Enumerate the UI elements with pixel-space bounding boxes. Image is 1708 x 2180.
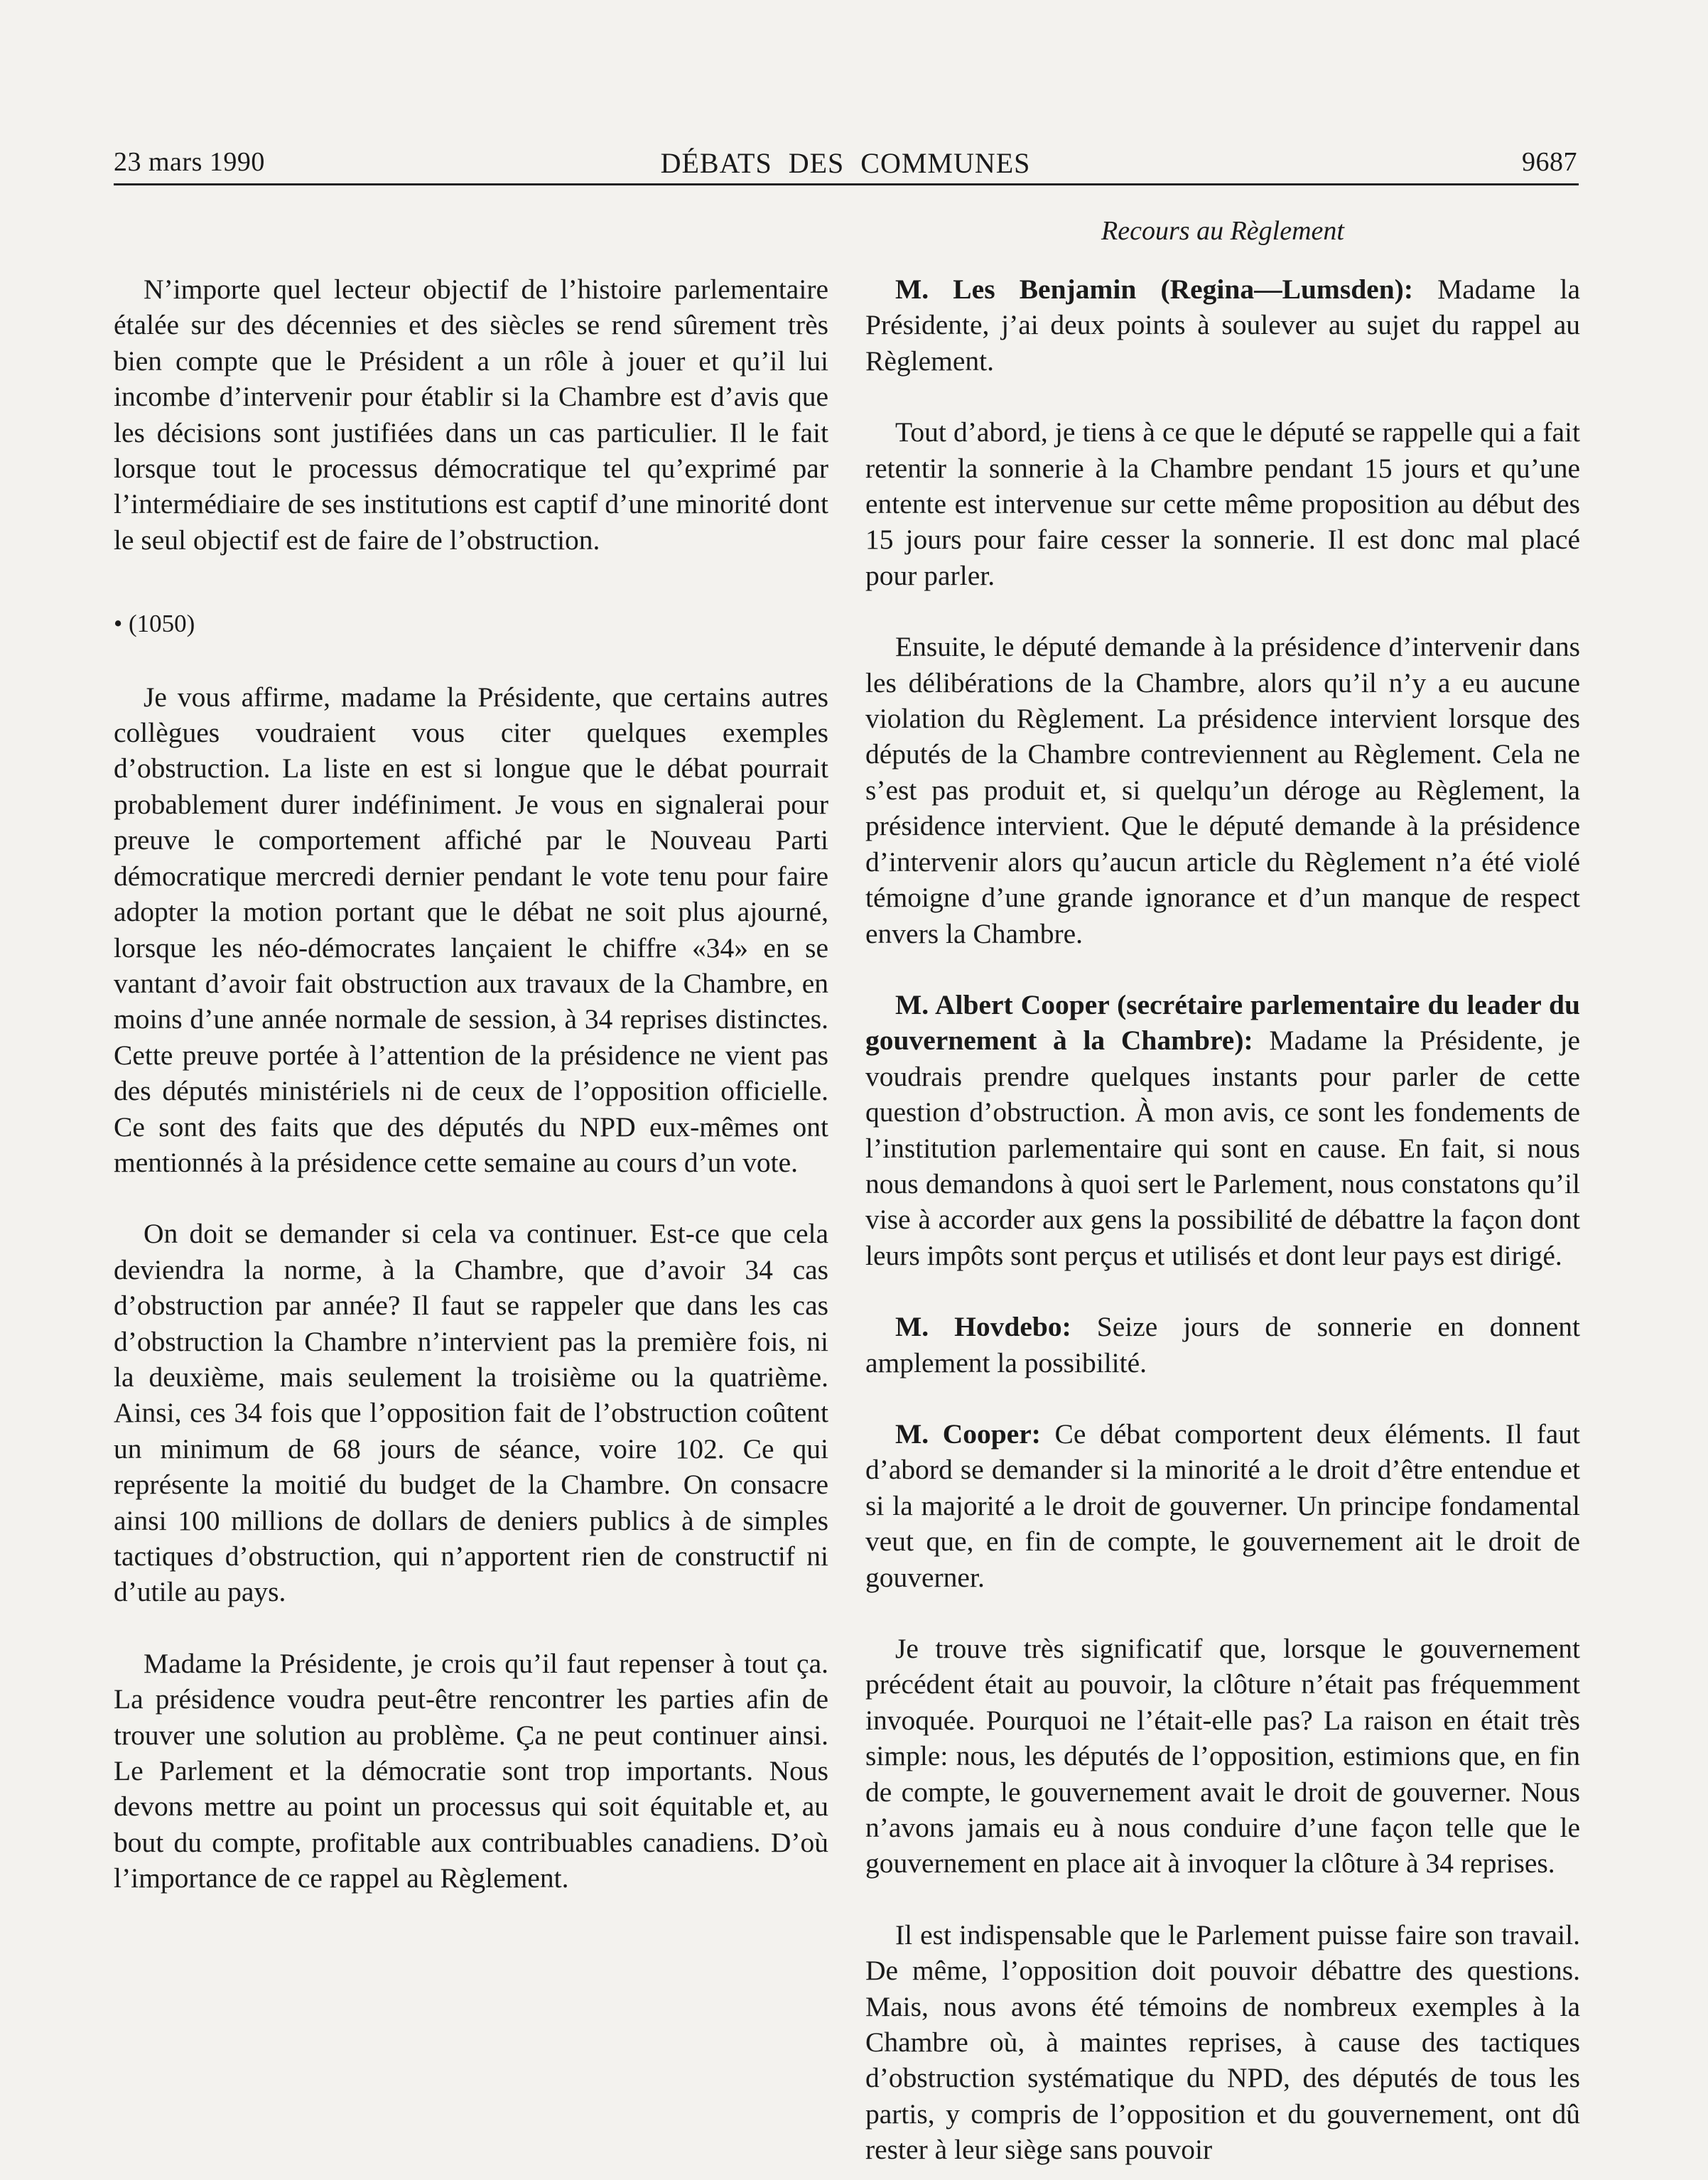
header-title: DÉBATS DES COMMUNES bbox=[660, 147, 1031, 179]
speaker-name: M. Albert Cooper (secrétaire parlementaire du leader du gouvernement à la Chambre): bbox=[865, 988, 1580, 1057]
speech bbox=[865, 1416, 1580, 1595]
paragraph: Madame la Présidente, je crois qu’il faut repenser à tout ça. La présidence voudra peut-être rencontrer les parties afin de trouver une solution au problème. Ça ne peut continuer ainsi. Le Parlement et la démocratie sont trop importants. Nous devons mettre au point un processus qui soit équitable et, au bout du compte, profitable aux contribuables canadiens. D’où l’importance de ce rappel au Règlement. bbox=[114, 1647, 828, 1894]
page-number: 9687 bbox=[1522, 147, 1577, 177]
speech-text: Madame la Présidente, je voudrais prendre quelques instants pour parler de cette question d’obstruction. À mon avis, ce sont les fondements de l’institution parlementaire qui sont en cause. En fait, si nous nous demandons à quoi sert le Parlement, nous constatons qu’il vise à accorder aux gens la possibilité de débattre la façon dont leurs impôts sont perçus et utilisés et dont leur pays est dirigé. bbox=[865, 1025, 1580, 1271]
speech-text: Ce débat comportent deux éléments. Il faut d’abord se demander si la minorité a le droit d’être entendue et si la majorité a le droit de gouverner. Un principe fondamental veut que, en fin de compte, le gouvernement ait le droit de gouverner. bbox=[865, 1418, 1580, 1593]
speaker-name: M. Hovdebo: bbox=[895, 1311, 1071, 1343]
paragraph: Il est indispensable que le Parlement puisse faire son travail. De même, l’opposition doit pouvoir débattre des questions. Mais, nous avons été témoins de nombreux exemples à la Chambre où, à maintes reprises, à cause des tactiques d’obstruction systématique du NPD, des députés de tous les partis, y compris de l’opposition et du gouvernement, ont dû rester à leur siège sans pouvoir bbox=[865, 1919, 1580, 2166]
paragraph: Tout d’abord, je tiens à ce que le député se rappelle qui a fait retentir la sonnerie à la Chambre pendant 15 jours et qu’une entente est intervenue sur cette même proposition au début des 15 jours pour faire cesser la sonnerie. Il est donc mal placé pour parler. bbox=[865, 416, 1580, 591]
header-rule bbox=[114, 183, 1579, 185]
speech bbox=[865, 271, 1580, 379]
left-column bbox=[114, 213, 828, 1896]
speech bbox=[865, 1309, 1580, 1381]
paragraph: Je vous affirme, madame la Présidente, que certains autres collègues voudraient vous citer quelques exemples d’obstruction. La liste en est si longue que le débat pourrait probablement durer indéfiniment. Je vous en signalerai pour preuve le comportement affiché par le Nouveau Parti démocratique mercredi dernier pendant le vote tenu pour faire adopter la motion portant que le débat ne soit plus ajourné, lorsque les néo-démocrates lançaient le chiffre «34» en se vantant d’avoir fait obstruction aux travaux de la Chambre, en moins d’une année normale de session, à 34 reprises distinctes. Cette preuve portée à l’attention de la présidence ne vient pas des députés ministériels ni de ceux de l’opposition officielle. Ce sont des faits que des députés du NPD eux-mêmes ont mentionnés à la présidence cette semaine au cours d’un vote. bbox=[114, 681, 828, 1178]
page-header bbox=[114, 139, 1577, 182]
header-date: 23 mars 1990 bbox=[114, 147, 265, 177]
paragraph: On doit se demander si cela va continuer. Est-ce que cela deviendra la norme, à la Chambre, que d’avoir 34 cas d’obstruction par année? Il faut se rappeler que dans les cas d’obstruction la Chambre n’intervient pas la première fois, ni la deuxième, mais seulement la troisième ou la quatrième. Ainsi, ces 34 fois que l’opposition fait de l’obstruction coûtent un minimum de 68 jours de séance, voire 102. Ce qui représente la moitié du budget de la Chambre. On consacre ainsi 100 millions de dollars de deniers publics à de simples tactiques d’obstruction, qui n’apportent rien de constructif ni d’utile au pays. bbox=[114, 1218, 828, 1608]
time-marker: • (1050) bbox=[114, 610, 195, 638]
paragraph: Ensuite, le député demande à la présidence d’intervenir dans les délibérations de la Chambre, alors qu’il n’y a eu aucune violation du Règlement. La présidence intervient lorsque des députés de la Chambre contreviennent au Règlement. Cela ne s’est pas produit et, si quelqu’un déroge au Règlement, la présidence intervient. Que le député demande à la présidence d’intervenir alors qu’aucun article du Règlement n’a été violé témoigne d’une grande ignorance et d’un manque de respect envers la Chambre. bbox=[865, 631, 1580, 949]
speech bbox=[865, 987, 1580, 1273]
paragraph: N’importe quel lecteur objectif de l’histoire parlementaire étalée sur des décennies et des siècles se rend sûrement très bien compte que le Président a un rôle à jouer et qu’il lui incombe d’intervenir pour établir si la Chambre est d’avis que les décisions sont justifiées dans un cas particulier. Il le fait lorsque tout le processus démocratique tel qu’exprimé par l’intermédiaire de ses institutions est captif d’une minorité dont le seul objectif est de faire de l’obstruction. bbox=[114, 274, 828, 556]
paragraph: Je trouve très significatif que, lorsque le gouvernement précédent était au pouvoir, la clôture n’était pas fréquemment invoquée. Pourquoi ne l’était-elle pas? La raison en était très simple: nous, les députés de l’opposition, estimions que, en fin de compte, le gouvernement avait le droit de gouverner. Nous n’avons jamais eu à nous conduire d’une façon telle que le gouvernement en place ait à invoquer la clôture à 34 reprises. bbox=[865, 1633, 1580, 1879]
section-rubric: Recours au Règlement bbox=[1101, 216, 1344, 246]
right-column bbox=[865, 213, 1580, 2168]
speech-text: Seize jours de sonnerie en donnent amplement la possibilité. bbox=[865, 1311, 1580, 1378]
speech-text: Madame la Présidente, j’ai deux points à soulever au sujet du rappel au Règlement. bbox=[865, 274, 1580, 377]
speaker-name: M. Cooper: bbox=[895, 1418, 1041, 1450]
speaker-name: M. Les Benjamin (Regina—Lumsden): bbox=[895, 274, 1413, 305]
